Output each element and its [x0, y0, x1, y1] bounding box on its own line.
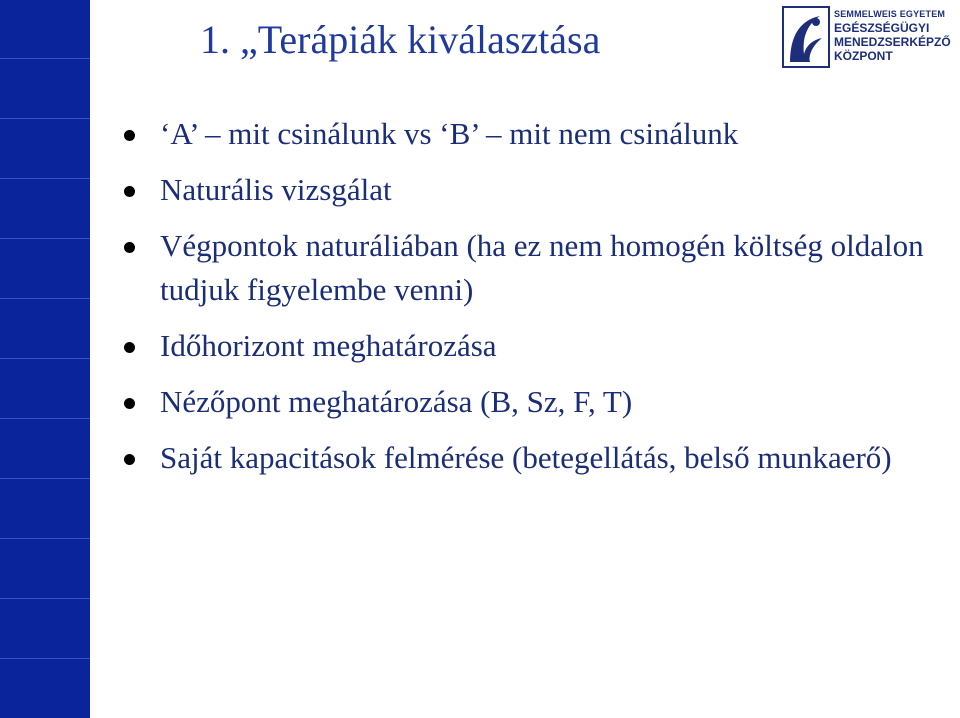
left-band-stripes — [0, 0, 90, 718]
bullet-text: Végpontok naturáliában (ha ez nem homogén költség oldalon tudjuk figyelembe venni) — [160, 228, 924, 307]
logo-text — [834, 10, 958, 64]
bullet-dot-icon — [124, 242, 135, 253]
bullet-item — [120, 112, 940, 156]
bullet-text: ‘A’ – mit csinálunk vs ‘B’ – mit nem csinálunk — [160, 116, 739, 151]
bullet-text: Nézőpont meghatározása (B, Sz, F, T) — [160, 384, 633, 419]
logo-line-3: MENEDZSERKÉPZŐ — [834, 35, 951, 49]
bullet-dot-icon — [124, 186, 135, 197]
bullet-item — [120, 224, 940, 312]
slide-title: 1. „Terápiák kiválasztása — [200, 17, 601, 62]
bullet-dot-icon — [124, 454, 135, 465]
bullet-text: Saját kapacitások felmérése (betegellátás, belső munkaerő) — [160, 440, 892, 475]
bullet-text: Időhorizont meghatározása — [160, 328, 497, 363]
bullet-dot-icon — [124, 130, 135, 141]
university-logo — [782, 6, 958, 72]
bullet-item — [120, 380, 940, 424]
bullet-item — [120, 324, 940, 368]
logo-emblem-icon — [782, 6, 830, 68]
bullet-list — [120, 112, 940, 492]
logo-line-4: KÖZPONT — [834, 49, 893, 63]
bullet-dot-icon — [124, 342, 135, 353]
logo-line-1: SEMMELWEIS EGYETEM — [834, 9, 946, 19]
bullet-item — [120, 168, 940, 212]
logo-line-2: EGÉSZSÉGÜGYI — [834, 21, 930, 35]
bullet-item — [120, 436, 940, 480]
bullet-dot-icon — [124, 398, 135, 409]
bullet-text: Naturális vizsgálat — [160, 172, 392, 207]
